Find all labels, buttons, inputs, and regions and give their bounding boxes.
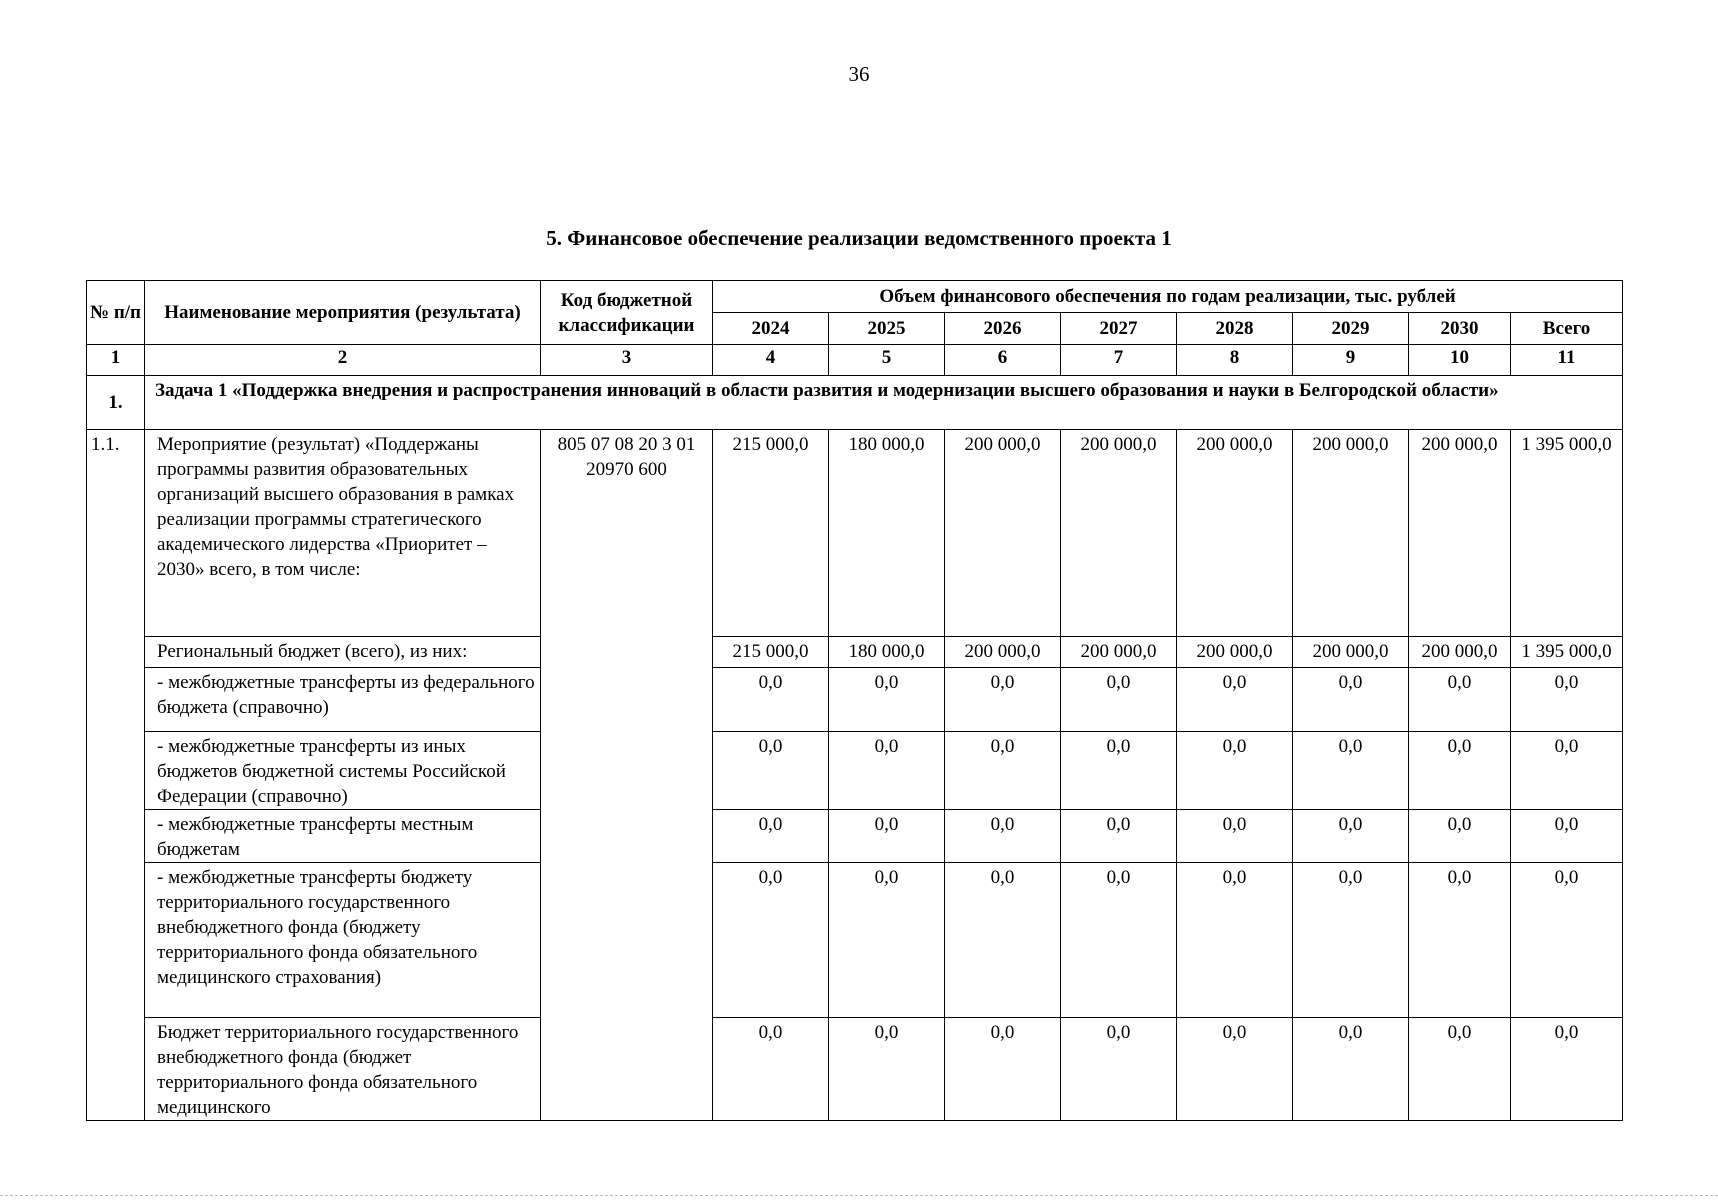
value-cell: 0,0 bbox=[1177, 1018, 1293, 1121]
column-number: 7 bbox=[1061, 345, 1177, 376]
header-year: 2028 bbox=[1177, 313, 1293, 345]
table-row bbox=[87, 732, 1623, 810]
row-name: - межбюджетные трансферты из федерального бюджета (справочно) bbox=[145, 668, 541, 732]
value-cell: 0,0 bbox=[1511, 1018, 1623, 1121]
row-name: Бюджет территориального государственного внебюджетного фонда (бюджет территориального фонда обязательного медицинского bbox=[145, 1018, 541, 1121]
header-year: 2029 bbox=[1293, 313, 1409, 345]
value-cell: 0,0 bbox=[945, 810, 1061, 863]
value-cell: 0,0 bbox=[829, 863, 945, 1018]
value-cell: 0,0 bbox=[713, 863, 829, 1018]
value-cell: 0,0 bbox=[1061, 1018, 1177, 1121]
value-cell: 0,0 bbox=[1511, 668, 1623, 732]
value-cell: 0,0 bbox=[1177, 810, 1293, 863]
value-cell: 0,0 bbox=[1293, 732, 1409, 810]
row-name: - межбюджетные трансферты местным бюджетам bbox=[145, 810, 541, 863]
value-cell: 200 000,0 bbox=[1177, 637, 1293, 668]
row-name: Мероприятие (результат) «Поддержаны программы развития образовательных организаций высшего образования в рамках реализации программы стратегического академического лидерства «Приоритет – 2030» всего, в том числе: bbox=[145, 430, 541, 637]
value-cell: 0,0 bbox=[829, 732, 945, 810]
header-year: 2025 bbox=[829, 313, 945, 345]
value-cell: 0,0 bbox=[1293, 668, 1409, 732]
value-cell: 0,0 bbox=[1293, 810, 1409, 863]
value-cell: 0,0 bbox=[1511, 810, 1623, 863]
value-cell: 0,0 bbox=[1409, 732, 1511, 810]
value-cell: 200 000,0 bbox=[945, 430, 1061, 637]
financing-table bbox=[86, 280, 1623, 1121]
column-number-row bbox=[87, 345, 1623, 376]
column-number: 1 bbox=[87, 345, 145, 376]
column-number: 6 bbox=[945, 345, 1061, 376]
value-cell: 200 000,0 bbox=[1293, 430, 1409, 637]
table-row bbox=[87, 430, 1623, 637]
value-cell: 0,0 bbox=[1177, 668, 1293, 732]
measure-number: 1.1. bbox=[87, 430, 145, 1121]
row-name: - межбюджетные трансферты бюджету территориального государственного внебюджетного фонда (бюджету территориального фонда обязательного медицинского страхования) bbox=[145, 863, 541, 1018]
value-cell: 200 000,0 bbox=[1061, 637, 1177, 668]
value-cell: 0,0 bbox=[945, 863, 1061, 1018]
value-cell: 0,0 bbox=[713, 668, 829, 732]
value-cell: 200 000,0 bbox=[1409, 637, 1511, 668]
value-cell: 200 000,0 bbox=[1177, 430, 1293, 637]
value-cell: 0,0 bbox=[1061, 810, 1177, 863]
column-number: 10 bbox=[1409, 345, 1511, 376]
value-cell: 0,0 bbox=[1409, 1018, 1511, 1121]
value-cell: 1 395 000,0 bbox=[1511, 637, 1623, 668]
footer-divider bbox=[0, 1195, 1718, 1196]
task-text: Задача 1 «Поддержка внедрения и распространения инноваций в области развития и модернизации высшего образования и науки в Белгородской области» bbox=[145, 376, 1623, 430]
value-cell: 0,0 bbox=[1061, 732, 1177, 810]
row-name: - межбюджетные трансферты из иных бюджетов бюджетной системы Российской Федерации (справочно) bbox=[145, 732, 541, 810]
column-number: 3 bbox=[541, 345, 713, 376]
table-row bbox=[87, 637, 1623, 668]
value-cell: 1 395 000,0 bbox=[1511, 430, 1623, 637]
row-name: Региональный бюджет (всего), из них: bbox=[145, 637, 541, 668]
column-number: 9 bbox=[1293, 345, 1409, 376]
value-cell: 0,0 bbox=[713, 810, 829, 863]
section-title: 5. Финансовое обеспечение реализации ведомственного проекта 1 bbox=[546, 226, 1172, 250]
value-cell: 0,0 bbox=[1293, 863, 1409, 1018]
value-cell: 0,0 bbox=[1177, 732, 1293, 810]
task-number: 1. bbox=[87, 376, 145, 430]
value-cell: 0,0 bbox=[945, 1018, 1061, 1121]
value-cell: 180 000,0 bbox=[829, 637, 945, 668]
budget-code bbox=[541, 430, 713, 1121]
value-cell: 215 000,0 bbox=[713, 637, 829, 668]
value-cell: 200 000,0 bbox=[1293, 637, 1409, 668]
header-year: 2026 bbox=[945, 313, 1061, 345]
value-cell: 0,0 bbox=[1293, 1018, 1409, 1121]
table-row bbox=[87, 863, 1623, 1018]
value-cell: 0,0 bbox=[829, 668, 945, 732]
value-cell: 200 000,0 bbox=[1061, 430, 1177, 637]
table-row bbox=[87, 668, 1623, 732]
value-cell: 200 000,0 bbox=[945, 637, 1061, 668]
value-cell: 0,0 bbox=[1409, 668, 1511, 732]
value-cell: 0,0 bbox=[829, 1018, 945, 1121]
header-volume: Объем финансового обеспечения по годам реализации, тыс. рублей bbox=[713, 281, 1623, 313]
column-number: 11 bbox=[1511, 345, 1623, 376]
value-cell: 0,0 bbox=[945, 732, 1061, 810]
header-total: Всего bbox=[1511, 313, 1623, 345]
value-cell: 0,0 bbox=[713, 732, 829, 810]
page-number: 36 bbox=[848, 62, 870, 86]
header-num: № п/п bbox=[87, 281, 145, 345]
value-cell: 0,0 bbox=[945, 668, 1061, 732]
column-number: 5 bbox=[829, 345, 945, 376]
value-cell: 0,0 bbox=[1061, 668, 1177, 732]
value-cell: 0,0 bbox=[1511, 732, 1623, 810]
column-number: 2 bbox=[145, 345, 541, 376]
column-number: 4 bbox=[713, 345, 829, 376]
value-cell: 0,0 bbox=[829, 810, 945, 863]
header-year: 2030 bbox=[1409, 313, 1511, 345]
header-year: 2027 bbox=[1061, 313, 1177, 345]
value-cell: 215 000,0 bbox=[713, 430, 829, 637]
value-cell: 0,0 bbox=[1409, 863, 1511, 1018]
header-name: Наименование мероприятия (результата) bbox=[145, 281, 541, 345]
header-code: Код бюджетной классификации bbox=[541, 281, 713, 345]
value-cell: 180 000,0 bbox=[829, 430, 945, 637]
value-cell: 0,0 bbox=[713, 1018, 829, 1121]
value-cell: 0,0 bbox=[1511, 863, 1623, 1018]
value-cell: 0,0 bbox=[1061, 863, 1177, 1018]
task-row bbox=[87, 376, 1623, 430]
header-year: 2024 bbox=[713, 313, 829, 345]
value-cell: 0,0 bbox=[1409, 810, 1511, 863]
value-cell: 200 000,0 bbox=[1409, 430, 1511, 637]
table-row bbox=[87, 1018, 1623, 1121]
budget-code-text: 805 07 08 20 3 01 20970 600 bbox=[557, 434, 696, 480]
value-cell: 0,0 bbox=[1177, 863, 1293, 1018]
table-row bbox=[87, 810, 1623, 863]
column-number: 8 bbox=[1177, 345, 1293, 376]
